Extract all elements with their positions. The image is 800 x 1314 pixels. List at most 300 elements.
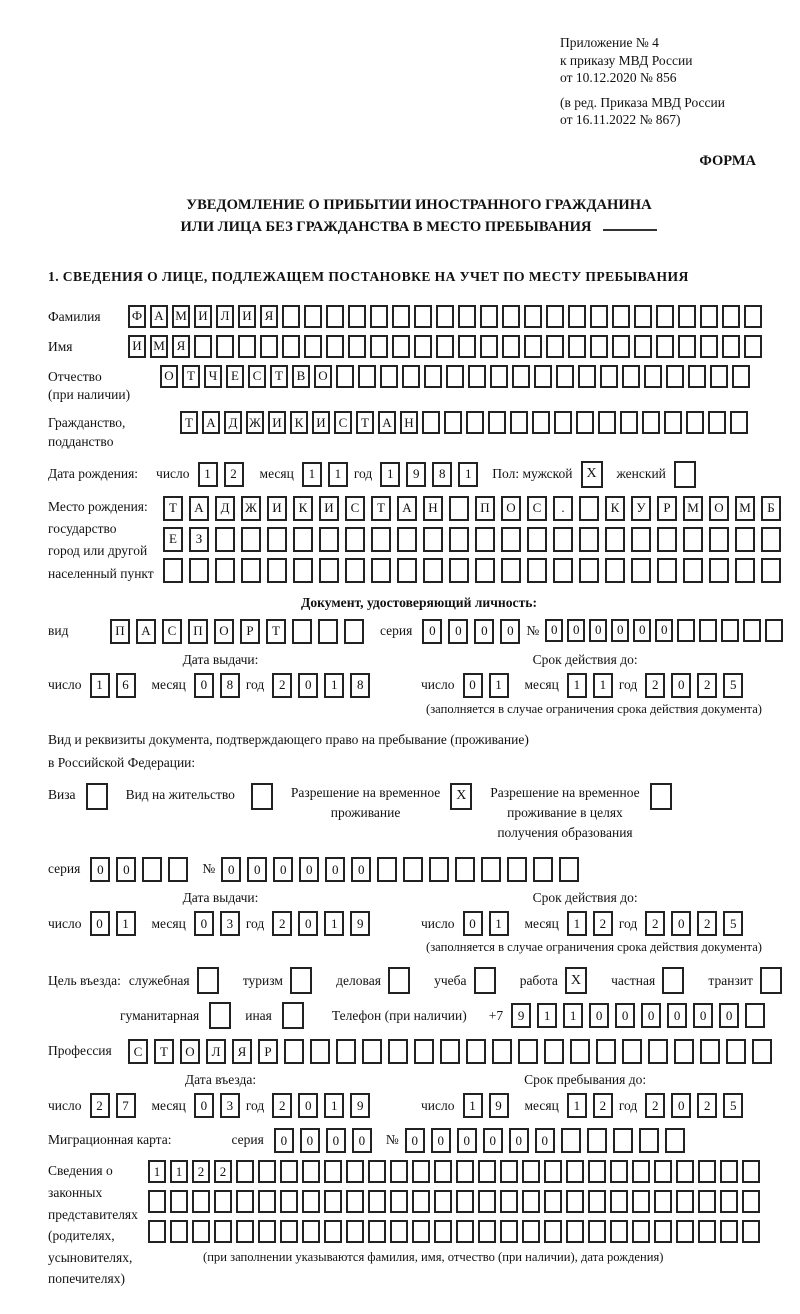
char-box[interactable] [656, 305, 674, 328]
char-box[interactable] [345, 558, 365, 583]
char-box[interactable] [458, 305, 476, 328]
char-box[interactable] [735, 558, 755, 583]
char-box[interactable] [700, 335, 718, 358]
char-box[interactable] [214, 1190, 232, 1213]
char-box[interactable] [371, 558, 391, 583]
char-box[interactable] [546, 305, 564, 328]
char-box[interactable]: М [683, 496, 703, 521]
char-box[interactable]: 0 [693, 1003, 713, 1028]
char-box[interactable]: 0 [671, 911, 691, 936]
char-box[interactable] [423, 527, 443, 552]
char-box[interactable] [579, 558, 599, 583]
char-box[interactable]: А [150, 305, 168, 328]
char-box[interactable]: 1 [302, 462, 322, 487]
char-box[interactable] [588, 1160, 606, 1183]
char-box[interactable] [710, 365, 728, 388]
char-box[interactable]: 0 [611, 619, 629, 642]
char-box[interactable] [388, 1039, 408, 1064]
char-box[interactable]: 1 [116, 911, 136, 936]
char-box[interactable] [720, 1190, 738, 1213]
char-box[interactable] [678, 335, 696, 358]
char-box[interactable] [238, 335, 256, 358]
char-box[interactable] [319, 558, 339, 583]
char-box[interactable]: 0 [719, 1003, 739, 1028]
char-box[interactable] [622, 1039, 642, 1064]
char-box[interactable] [456, 1160, 474, 1183]
char-box[interactable]: 0 [116, 857, 136, 882]
char-box[interactable] [709, 527, 729, 552]
char-box[interactable]: Ж [241, 496, 261, 521]
char-box[interactable] [688, 365, 706, 388]
char-box[interactable]: С [248, 365, 266, 388]
char-box[interactable] [698, 1160, 716, 1183]
char-box[interactable] [590, 335, 608, 358]
char-box[interactable] [436, 335, 454, 358]
char-box[interactable]: Ч [204, 365, 222, 388]
char-box[interactable]: 1 [489, 911, 509, 936]
char-box[interactable]: 1 [328, 462, 348, 487]
char-box[interactable]: 0 [671, 673, 691, 698]
char-box[interactable]: 1 [198, 462, 218, 487]
char-box[interactable]: 3 [220, 1093, 240, 1118]
char-box[interactable]: 0 [567, 619, 585, 642]
char-box[interactable] [676, 1160, 694, 1183]
char-box[interactable] [683, 527, 703, 552]
char-box[interactable] [458, 335, 476, 358]
char-box[interactable] [654, 1160, 672, 1183]
char-box[interactable] [412, 1220, 430, 1243]
char-box[interactable] [613, 1128, 633, 1153]
char-box[interactable]: 0 [667, 1003, 687, 1028]
char-box[interactable]: П [188, 619, 208, 644]
char-box[interactable] [524, 335, 542, 358]
char-box[interactable] [192, 1220, 210, 1243]
char-box[interactable]: З [189, 527, 209, 552]
char-box[interactable]: 1 [567, 911, 587, 936]
char-box[interactable] [336, 1039, 356, 1064]
char-box[interactable] [664, 411, 682, 434]
char-box[interactable]: Е [226, 365, 244, 388]
char-box[interactable]: 1 [593, 673, 613, 698]
char-box[interactable] [742, 1220, 760, 1243]
work-checkbox[interactable]: X [565, 967, 587, 994]
char-box[interactable] [478, 1220, 496, 1243]
char-box[interactable] [403, 857, 423, 882]
char-box[interactable] [678, 305, 696, 328]
char-box[interactable]: 0 [351, 857, 371, 882]
business-checkbox[interactable] [388, 967, 410, 994]
char-box[interactable] [282, 335, 300, 358]
rvp-checkbox[interactable]: X [450, 783, 472, 810]
char-box[interactable] [512, 365, 530, 388]
char-box[interactable] [466, 411, 484, 434]
char-box[interactable] [700, 1039, 720, 1064]
char-box[interactable]: И [319, 496, 339, 521]
sex-male-checkbox[interactable]: X [581, 461, 603, 488]
char-box[interactable] [510, 411, 528, 434]
char-box[interactable] [267, 558, 287, 583]
char-box[interactable] [346, 1220, 364, 1243]
char-box[interactable]: Л [216, 305, 234, 328]
char-box[interactable]: М [735, 496, 755, 521]
char-box[interactable] [588, 1220, 606, 1243]
char-box[interactable]: Р [258, 1039, 278, 1064]
char-box[interactable]: 1 [563, 1003, 583, 1028]
char-box[interactable] [657, 558, 677, 583]
char-box[interactable] [280, 1220, 298, 1243]
char-box[interactable] [170, 1220, 188, 1243]
char-box[interactable] [568, 335, 586, 358]
char-box[interactable] [612, 305, 630, 328]
char-box[interactable] [397, 558, 417, 583]
char-box[interactable] [518, 1039, 538, 1064]
char-box[interactable]: Д [224, 411, 242, 434]
char-box[interactable] [566, 1220, 584, 1243]
char-box[interactable] [434, 1220, 452, 1243]
char-box[interactable] [423, 558, 443, 583]
char-box[interactable] [654, 1190, 672, 1213]
char-box[interactable] [502, 305, 520, 328]
char-box[interactable] [168, 857, 188, 882]
char-box[interactable]: У [631, 496, 651, 521]
char-box[interactable] [722, 305, 740, 328]
char-box[interactable] [302, 1160, 320, 1183]
char-box[interactable]: 8 [350, 673, 370, 698]
char-box[interactable]: 0 [221, 857, 241, 882]
char-box[interactable]: 0 [325, 857, 345, 882]
char-box[interactable] [434, 1160, 452, 1183]
char-box[interactable] [490, 365, 508, 388]
char-box[interactable] [455, 857, 475, 882]
char-box[interactable] [215, 558, 235, 583]
char-box[interactable]: 0 [457, 1128, 477, 1153]
char-box[interactable]: Е [163, 527, 183, 552]
char-box[interactable]: 0 [545, 619, 563, 642]
tourism-checkbox[interactable] [290, 967, 312, 994]
char-box[interactable] [412, 1190, 430, 1213]
char-box[interactable]: 2 [272, 911, 292, 936]
char-box[interactable]: Ж [246, 411, 264, 434]
char-box[interactable] [362, 1039, 382, 1064]
char-box[interactable] [579, 527, 599, 552]
char-box[interactable]: Т [356, 411, 374, 434]
char-box[interactable] [456, 1190, 474, 1213]
sex-female-checkbox[interactable] [674, 461, 696, 488]
char-box[interactable] [142, 857, 162, 882]
char-box[interactable]: Н [423, 496, 443, 521]
residence-permit-checkbox[interactable] [251, 783, 273, 810]
char-box[interactable]: Т [182, 365, 200, 388]
char-box[interactable]: 0 [298, 673, 318, 698]
char-box[interactable] [358, 365, 376, 388]
char-box[interactable] [440, 1039, 460, 1064]
char-box[interactable] [456, 1220, 474, 1243]
char-box[interactable] [726, 1039, 746, 1064]
char-box[interactable] [676, 1220, 694, 1243]
char-box[interactable] [348, 335, 366, 358]
char-box[interactable]: 0 [589, 619, 607, 642]
char-box[interactable] [761, 558, 781, 583]
char-box[interactable]: 2 [224, 462, 244, 487]
char-box[interactable] [324, 1160, 342, 1183]
transit-checkbox[interactable] [760, 967, 782, 994]
char-box[interactable]: 0 [422, 619, 442, 644]
char-box[interactable] [634, 305, 652, 328]
char-box[interactable]: 0 [474, 619, 494, 644]
char-box[interactable]: А [189, 496, 209, 521]
char-box[interactable]: 8 [220, 673, 240, 698]
char-box[interactable]: Л [206, 1039, 226, 1064]
char-box[interactable]: 0 [247, 857, 267, 882]
char-box[interactable]: И [312, 411, 330, 434]
char-box[interactable] [436, 305, 454, 328]
char-box[interactable] [752, 1039, 772, 1064]
char-box[interactable] [642, 411, 660, 434]
char-box[interactable]: 0 [589, 1003, 609, 1028]
char-box[interactable] [397, 527, 417, 552]
char-box[interactable]: О [501, 496, 521, 521]
char-box[interactable] [302, 1220, 320, 1243]
char-box[interactable]: О [314, 365, 332, 388]
char-box[interactable] [554, 411, 572, 434]
char-box[interactable] [466, 1039, 486, 1064]
char-box[interactable] [620, 411, 638, 434]
char-box[interactable] [722, 335, 740, 358]
char-box[interactable] [639, 1128, 659, 1153]
char-box[interactable]: И [238, 305, 256, 328]
char-box[interactable] [424, 365, 442, 388]
char-box[interactable]: . [553, 496, 573, 521]
char-box[interactable]: 2 [697, 911, 717, 936]
char-box[interactable]: 2 [645, 1093, 665, 1118]
char-box[interactable] [666, 365, 684, 388]
char-box[interactable] [267, 527, 287, 552]
char-box[interactable] [189, 558, 209, 583]
char-box[interactable] [214, 1220, 232, 1243]
char-box[interactable] [761, 527, 781, 552]
char-box[interactable] [559, 857, 579, 882]
char-box[interactable]: 0 [655, 619, 673, 642]
char-box[interactable] [444, 411, 462, 434]
char-box[interactable] [346, 1190, 364, 1213]
char-box[interactable]: 0 [298, 1093, 318, 1118]
char-box[interactable] [500, 1220, 518, 1243]
char-box[interactable] [478, 1190, 496, 1213]
char-box[interactable]: Б [761, 496, 781, 521]
other-checkbox[interactable] [282, 1002, 304, 1029]
char-box[interactable]: Я [172, 335, 190, 358]
humanitarian-checkbox[interactable] [209, 1002, 231, 1029]
char-box[interactable] [553, 527, 573, 552]
char-box[interactable]: 2 [697, 673, 717, 698]
char-box[interactable]: С [162, 619, 182, 644]
char-box[interactable]: 0 [448, 619, 468, 644]
char-box[interactable]: О [709, 496, 729, 521]
char-box[interactable] [744, 305, 762, 328]
char-box[interactable] [324, 1190, 342, 1213]
char-box[interactable]: 0 [500, 619, 520, 644]
char-box[interactable]: Я [260, 305, 278, 328]
char-box[interactable] [326, 305, 344, 328]
char-box[interactable]: 2 [697, 1093, 717, 1118]
char-box[interactable] [522, 1160, 540, 1183]
char-box[interactable] [730, 411, 748, 434]
char-box[interactable] [293, 527, 313, 552]
char-box[interactable]: Р [657, 496, 677, 521]
char-box[interactable] [280, 1190, 298, 1213]
char-box[interactable]: 1 [489, 673, 509, 698]
char-box[interactable] [215, 527, 235, 552]
char-box[interactable]: И [268, 411, 286, 434]
char-box[interactable] [500, 1160, 518, 1183]
char-box[interactable]: 1 [463, 1093, 483, 1118]
char-box[interactable]: П [110, 619, 130, 644]
char-box[interactable]: Р [240, 619, 260, 644]
char-box[interactable]: С [527, 496, 547, 521]
char-box[interactable]: 5 [723, 673, 743, 698]
char-box[interactable]: Я [232, 1039, 252, 1064]
char-box[interactable] [524, 305, 542, 328]
char-box[interactable]: И [267, 496, 287, 521]
char-box[interactable]: 0 [509, 1128, 529, 1153]
char-box[interactable]: 2 [214, 1160, 232, 1183]
char-box[interactable]: 0 [615, 1003, 635, 1028]
char-box[interactable] [568, 305, 586, 328]
char-box[interactable]: О [180, 1039, 200, 1064]
char-box[interactable] [622, 365, 640, 388]
char-box[interactable] [500, 1190, 518, 1213]
char-box[interactable] [236, 1190, 254, 1213]
char-box[interactable]: 0 [194, 911, 214, 936]
char-box[interactable] [553, 558, 573, 583]
char-box[interactable] [631, 527, 651, 552]
char-box[interactable] [163, 558, 183, 583]
char-box[interactable]: 1 [537, 1003, 557, 1028]
char-box[interactable]: 0 [463, 911, 483, 936]
official-checkbox[interactable] [197, 967, 219, 994]
char-box[interactable] [434, 1190, 452, 1213]
char-box[interactable]: 1 [567, 1093, 587, 1118]
char-box[interactable] [390, 1220, 408, 1243]
char-box[interactable]: Т [266, 619, 286, 644]
char-box[interactable]: 5 [723, 911, 743, 936]
char-box[interactable] [709, 558, 729, 583]
char-box[interactable] [765, 619, 783, 642]
char-box[interactable] [368, 1160, 386, 1183]
char-box[interactable]: 1 [458, 462, 478, 487]
char-box[interactable] [527, 527, 547, 552]
char-box[interactable] [686, 411, 704, 434]
char-box[interactable] [390, 1160, 408, 1183]
char-box[interactable] [522, 1190, 540, 1213]
char-box[interactable] [236, 1220, 254, 1243]
char-box[interactable]: 0 [273, 857, 293, 882]
char-box[interactable]: 0 [298, 911, 318, 936]
char-box[interactable]: 2 [90, 1093, 110, 1118]
char-box[interactable] [319, 527, 339, 552]
char-box[interactable]: И [194, 305, 212, 328]
char-box[interactable] [720, 1160, 738, 1183]
char-box[interactable]: 0 [194, 1093, 214, 1118]
char-box[interactable] [556, 365, 574, 388]
char-box[interactable]: А [202, 411, 220, 434]
char-box[interactable] [284, 1039, 304, 1064]
char-box[interactable]: 2 [272, 1093, 292, 1118]
char-box[interactable] [742, 1190, 760, 1213]
char-box[interactable] [544, 1160, 562, 1183]
char-box[interactable] [304, 305, 322, 328]
char-box[interactable] [745, 1003, 765, 1028]
char-box[interactable] [148, 1190, 166, 1213]
char-box[interactable] [368, 1190, 386, 1213]
char-box[interactable] [598, 411, 616, 434]
char-box[interactable] [676, 1190, 694, 1213]
char-box[interactable]: 7 [116, 1093, 136, 1118]
char-box[interactable] [371, 527, 391, 552]
char-box[interactable] [258, 1190, 276, 1213]
char-box[interactable] [260, 335, 278, 358]
char-box[interactable]: 0 [633, 619, 651, 642]
rvp-education-checkbox[interactable] [650, 783, 672, 810]
char-box[interactable] [392, 305, 410, 328]
char-box[interactable]: 2 [272, 673, 292, 698]
char-box[interactable] [502, 335, 520, 358]
char-box[interactable] [721, 619, 739, 642]
char-box[interactable]: 0 [90, 911, 110, 936]
char-box[interactable] [605, 527, 625, 552]
char-box[interactable]: 6 [116, 673, 136, 698]
char-box[interactable] [527, 558, 547, 583]
char-box[interactable]: 1 [148, 1160, 166, 1183]
char-box[interactable]: 0 [352, 1128, 372, 1153]
private-checkbox[interactable] [662, 967, 684, 994]
char-box[interactable]: 2 [192, 1160, 210, 1183]
char-box[interactable] [522, 1220, 540, 1243]
char-box[interactable] [326, 335, 344, 358]
char-box[interactable] [698, 1220, 716, 1243]
char-box[interactable] [743, 619, 761, 642]
char-box[interactable]: О [160, 365, 178, 388]
char-box[interactable]: Т [371, 496, 391, 521]
char-box[interactable] [292, 619, 312, 644]
char-box[interactable] [478, 1160, 496, 1183]
char-box[interactable] [192, 1190, 210, 1213]
char-box[interactable] [346, 1160, 364, 1183]
char-box[interactable]: В [292, 365, 310, 388]
char-box[interactable] [422, 411, 440, 434]
char-box[interactable] [742, 1160, 760, 1183]
char-box[interactable] [324, 1220, 342, 1243]
char-box[interactable] [648, 1039, 668, 1064]
char-box[interactable]: 0 [300, 1128, 320, 1153]
char-box[interactable]: 2 [645, 911, 665, 936]
char-box[interactable]: 0 [671, 1093, 691, 1118]
char-box[interactable] [488, 411, 506, 434]
char-box[interactable]: 2 [593, 911, 613, 936]
char-box[interactable] [170, 1190, 188, 1213]
char-box[interactable]: 1 [90, 673, 110, 698]
char-box[interactable] [732, 365, 750, 388]
char-box[interactable]: 3 [220, 911, 240, 936]
char-box[interactable] [708, 411, 726, 434]
char-box[interactable]: Д [215, 496, 235, 521]
char-box[interactable]: 9 [350, 1093, 370, 1118]
char-box[interactable] [241, 558, 261, 583]
char-box[interactable]: 9 [350, 911, 370, 936]
char-box[interactable] [216, 335, 234, 358]
char-box[interactable]: 2 [645, 673, 665, 698]
char-box[interactable] [414, 335, 432, 358]
